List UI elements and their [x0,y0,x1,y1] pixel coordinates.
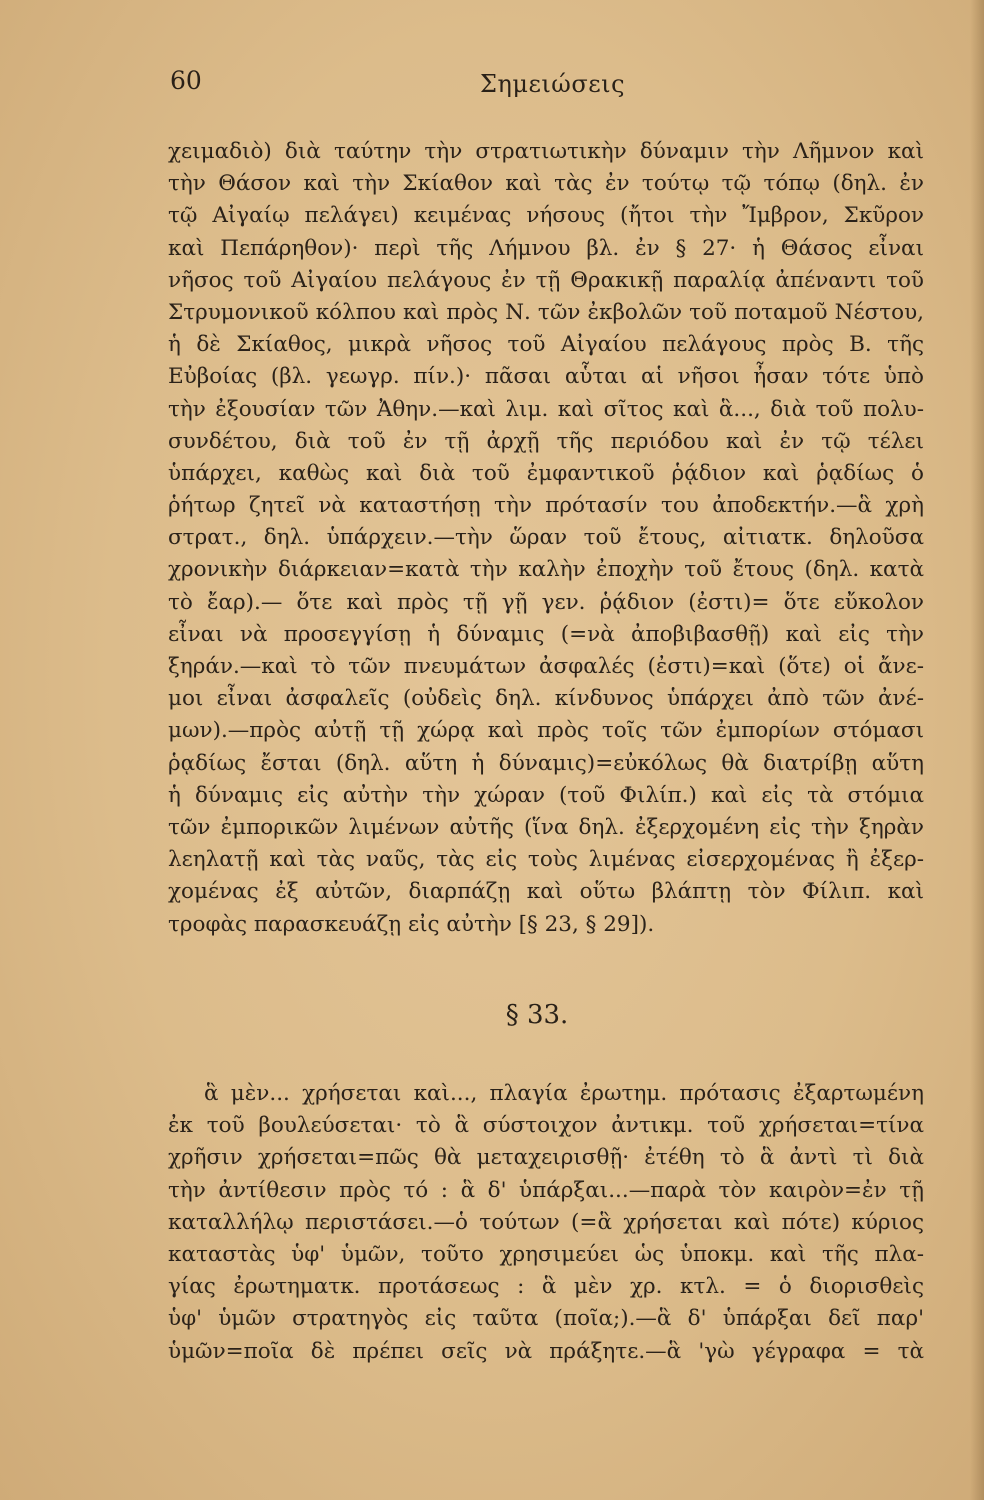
text-line: ὑμῶν=ποῖα δὲ πρέπει σεῖς νὰ πράξητε.—ἃ 'γὼ γέγραφα = τὰ [168,1338,924,1364]
text-line: τῶν ἐμπορικῶν λιμένων αὐτῆς (ἵνα δηλ. ἐξερχομένη εἰς τὴν ξηρὰν [168,814,924,840]
text-line: λεηλατῇ καὶ τὰς ναῦς, τὰς εἰς τοὺς λιμένας εἰσερχομένας ἢ ἐξερ- [168,847,924,873]
text-line: τὴν Θάσον καὶ τὴν Σκίαθον καὶ τὰς ἐν τούτῳ τῷ τόπῳ (δηλ. ἐν [168,171,924,197]
text-line: νῆσος τοῦ Αἰγαίου πελάγους ἐν τῇ Θρακικῇ παραλίᾳ ἀπέναντι τοῦ [168,267,924,293]
text-line: στρατ., δηλ. ὑπάρχειν.—τὴν ὥραν τοῦ ἔτους, αἰτιατκ. δηλοῦσα [168,525,924,551]
text-line: τροφὰς παρασκευάζῃ εἰς αὐτὴν [§ 23, § 29]). [168,911,655,937]
text-line: μοι εἶναι ἀσφαλεῖς (οὐδεὶς δηλ. κίνδυνος ὑπάρχει ἀπὸ τῶν ἀνέ- [168,686,924,712]
text-line: καταλλήλῳ περιστάσει.—ὁ τούτων (=ἃ χρήσεται καὶ πότε) κύριος [168,1209,924,1235]
text-line: συνδέτου, διὰ τοῦ ἐν τῇ ἀρχῇ τῆς περιόδου καὶ ἐν τῷ τέλει [168,428,924,454]
text-line: ἡ δὲ Σκίαθος, μικρὰ νῆσος τοῦ Αἰγαίου πελάγους πρὸς Β. τῆς [168,332,924,358]
text-line: χειμαδιὸ) διὰ ταύτην τὴν στρατιωτικὴν δύναμιν τὴν Λῆμνον καὶ [168,139,924,164]
text-line: ξηράν.—καὶ τὸ τῶν πνευμάτων ἀσφαλές (ἐστι)=καὶ (ὅτε) οἱ ἄνε- [168,654,924,679]
text-line: καταστὰς ὑφ' ὑμῶν, τοῦτο χρησιμεύει ὡς ὑποκμ. καὶ τῆς πλα- [168,1241,924,1267]
text-line: τὴν ἐξουσίαν τῶν Ἀθην.—καὶ λιμ. καὶ σῖτος καὶ ἃ..., διὰ τοῦ πολυ- [168,396,924,422]
text-line: ἡ δύναμις εἰς αὐτὴν τὴν χώραν (τοῦ Φιλίπ.) καὶ εἰς τὰ στόμια [168,782,924,808]
text-line: ἐκ τοῦ βουλεύσεται· τὸ ἃ σύστοιχον ἀντικμ. τοῦ χρήσεται=τίνα [168,1113,924,1139]
notes-paragraph-1 [168,136,924,941]
page-edge-shadow [970,0,984,1500]
running-title: Σημειώσεις [480,70,626,98]
text-line: χομένας ἐξ αὐτῶν, διαρπάζῃ καὶ οὕτω βλάπτῃ τὸν Φίλιπ. καὶ [168,879,924,905]
text-line: Στρυμονικοῦ κόλπου καὶ πρὸς Ν. τῶν ἐκβολῶν τοῦ ποταμοῦ Νέστου, [168,299,924,325]
text-line: τῷ Αἰγαίῳ πελάγει) κειμένας νήσους (ἤτοι τὴν Ἴμβρον, Σκῦρον [168,203,924,229]
text-line: ῥᾳδίως ἔσται (δηλ. αὕτη ἡ δύναμις)=εὐκόλως θὰ διατρίβῃ αὕτη [168,750,924,776]
text-line: ὑπάρχει, καθὼς καὶ διὰ τοῦ ἐμφαντικοῦ ῥᾴδιον καὶ ῥᾳδίως ὁ [168,460,924,486]
text-line: ἃ μὲν... χρήσεται καὶ..., πλαγία ἐρωτημ. πρότασις ἐξαρτωμένη [204,1081,924,1106]
text-line: Εὐβοίας (βλ. γεωγρ. πίν.)· πᾶσαι αὗται αἱ νῆσοι ἦσαν τότε ὑπὸ [168,364,924,390]
text-line: ὑφ' ὑμῶν στρατηγὸς εἰς ταῦτα (ποῖα;).—ἃ δ' ὑπάρξαι δεῖ παρ' [168,1306,924,1332]
text-line: γίας ἐρωτηματκ. προτάσεως : ἃ μὲν χρ. κτλ. = ὁ διορισθεὶς [168,1274,924,1300]
text-line: μων).—πρὸς αὐτῇ τῇ χώρᾳ καὶ πρὸς τοῖς τῶν ἐμπορίων στόμασι [168,718,924,744]
text-line: ῥήτωρ ζητεῖ νὰ καταστήσῃ τὴν πρότασίν του ἀποδεκτήν.—ἃ χρὴ [168,493,924,519]
text-line: τὴν ἀντίθεσιν πρὸς τό : ἃ δ' ὑπάρξαι...—παρὰ τὸν καιρὸν=ἐν τῇ [168,1177,924,1203]
text-line: καὶ Πεπάρηθον)· περὶ τῆς Λήμνου βλ. ἐν § 27· ἡ Θάσος εἶναι [168,235,924,261]
text-line: χρονικὴν διάρκειαν=κατὰ τὴν καλὴν ἐποχὴν τοῦ ἔτους (δηλ. κατὰ [168,557,924,583]
text-line: χρῆσιν χρήσεται=πῶς θὰ μεταχειρισθῇ· ἐτέθη τὸ ἃ ἀντὶ τὶ διὰ [168,1145,924,1171]
page-header [0,66,984,106]
section-heading: § 33. [505,1000,569,1030]
page-number: 60 [170,66,202,95]
text-line: εἶναι νὰ προσεγγίσῃ ἡ δύναμις (=νὰ ἀποβιβασθῇ) καὶ εἰς τὴν [168,621,924,647]
notes-paragraph-2 [168,1078,924,1368]
text-line: τὸ ἔαρ).— ὅτε καὶ πρὸς τῇ γῇ γεν. ῥᾴδιον (ἐστι)= ὅτε εὔκολον [168,589,924,615]
